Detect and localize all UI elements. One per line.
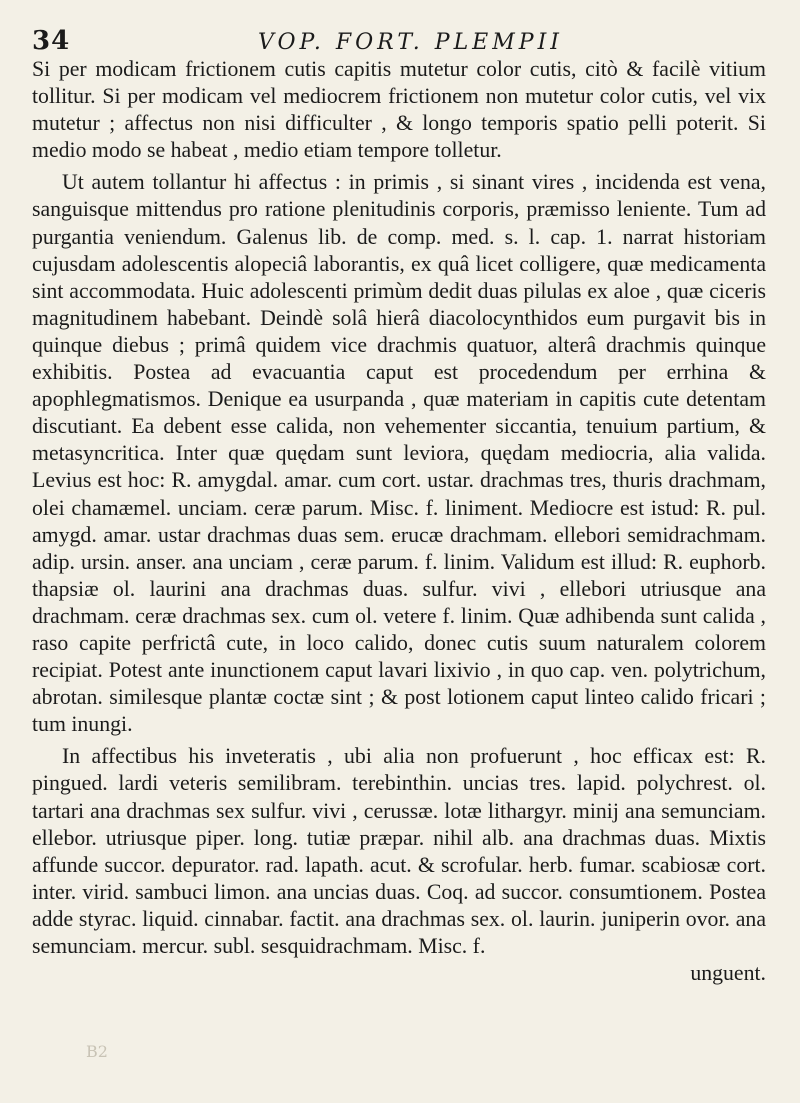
running-head: VOP. FORT. PLEMPII [258, 30, 563, 55]
catchword: unguent. [690, 961, 766, 986]
paragraph-1: Si per modicam frictionem cutis capitis mutetur color cutis, citò & facilè vitium tollitur. Si per modicam vel mediocrem frictionem non mutetur color cutis, vel vix mutetur ; affectus non nisi difficulter , & longo temporis spatio pelli poterit. Si medio modo se habeat , medio etiam tempore tolletur. [32, 57, 766, 163]
page-number: 34 [32, 26, 71, 56]
paragraph-3: In affectibus his inveteratis , ubi alia non profuerunt , hoc efficax est: R. pingued. lardi veteris semilibram. terebinthin. uncias tres. lapid. polychrest. ol. tartari ana drachmas sex sulfur. vivi , cerussæ. lotæ lithargyr. minij ana semunciam. ellebor. utriusque piper. long. tutiæ præpar. nihil alb. ana drachmas duas. Mixtis affunde succor. depurator. rad. lapath. acut. & scrofular. herb. fumar. scabiosæ cort. inter. virid. sambuci limon. ana uncias duas. Coq. ad succor. consumtionem. Postea adde styrac. liquid. cinnabar. factit. ana drachmas sex. ol. laurin. juniperin ovor. ana semunciam. mercur. subl. sesquidrachmam. Misc. f. [32, 744, 766, 958]
signature-mark: B2 [86, 1042, 108, 1061]
page-header [32, 22, 766, 56]
paragraph-2: Ut autem tollantur hi affectus : in primis , si sinant vires , incidenda est vena, sanguisque mittendus pro ratione plenitudinis corporis, præmisso leniente. Tum ad purgantia veniendum. Galenus lib. de comp. med. s. l. cap. 1. narrat historiam cujusdam adolescentis alopeciâ laborantis, ex quâ licet colligere, quæ medicamenta sint accommodata. Huic adolescenti primùm dedit duas pilulas ex aloe , quæ ciceris magnitudinem habebant. Deindè solâ hierâ diacolocynthidos eum purgavit bis in quinque diebus ; primâ quidem vice drachmis quatuor, alterâ drachmis quinque exhibitis. Postea ad evacuantia caput est procedendum per errhina & apophlegmatismos. Denique ea usurpanda , quæ materiam in capitis cute detentam discutiant. Ea debent esse calida, non vehementer siccantia, tenuium partium, & metasyncritica. Inter quæ quędam sunt leviora, quędam mediocria, alia valida. Levius est hoc: R. amygdal. amar. cum cort. ustar. drachmas tres, thuris drachmam, olei chamæmel. unciam. ceræ parum. Misc. f. liniment. Mediocre est istud: R. pul. amygd. amar. ustar drachmas duas sem. erucæ drachmam. ellebori semidrachmam. adip. ursin. anser. ana unciam , ceræ parum. f. linim. Validum est illud: R. euphorb. thapsiæ ol. laurini ana drachmas duas. sulfur. vivi , ellebori utriusque ana drachmam. ceræ drachmas sex. cum ol. vetere f. linim. Quæ adhibenda sunt calida , raso capite perfrictâ cute, in loco calido, donec cutis suum naturalem colorem recipiat. Potest ante inunctionem caput lavari lixivio , in quo cap. ven. polytrichum, abrotan. similesque plantæ coctæ sint ; & post lotionem caput linteo calido fricari ; tum inungi. [32, 170, 766, 737]
